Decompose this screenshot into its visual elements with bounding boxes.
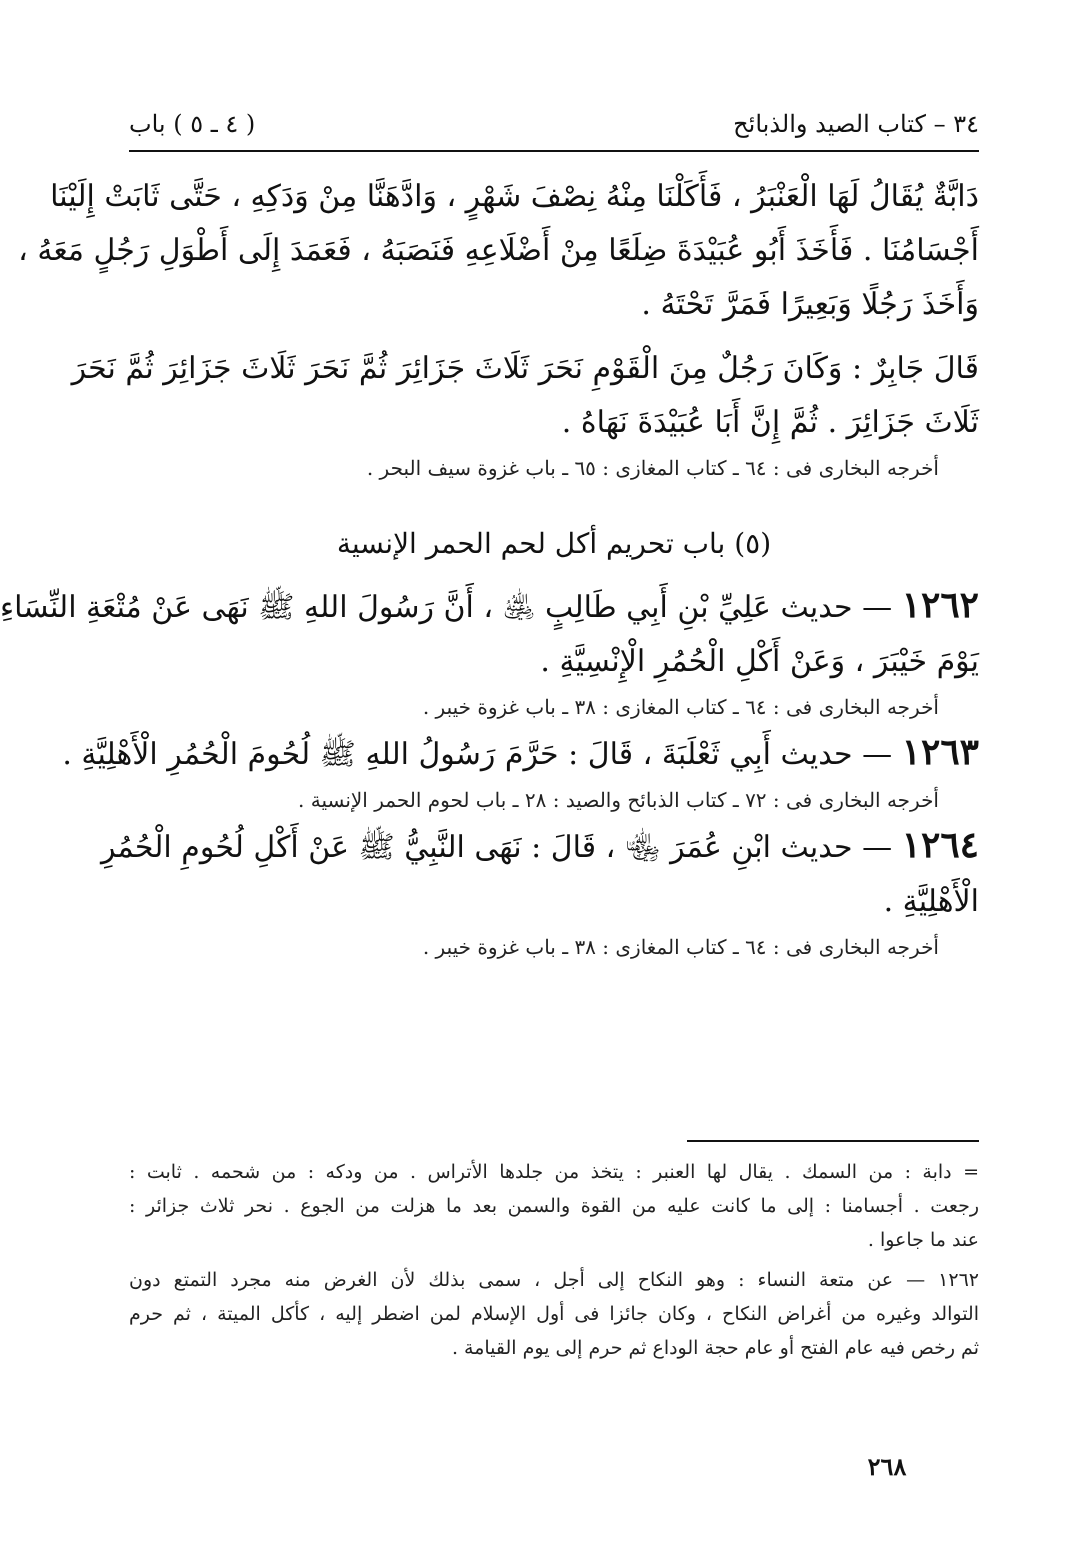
text-line: ١٢٦٤ — حديث ابْنِ عُمَرَ ﵄ ، قَالَ : نَهَى النَّبِيُّ ﷺ عَنْ أَكْلِ لُحُومِ الْحُمُرِ: [100, 824, 979, 866]
text-line: ١٢٦٢ — حديث عَلِيِّ بْنِ أَبِي طَالِبٍ ﵁ ، أَنَّ رَسُولَ اللهِ ﷺ نَهَى عَنْ مُتْعَةِ النِّسَاءِ: [0, 584, 979, 626]
source-citation: أخرجه البخارى فى : ٦٤ ـ كتاب المغازى : ٣٨ ـ باب غزوة خيبر .: [422, 935, 939, 959]
hadith-number: ١٢٦٣: [901, 731, 979, 773]
text-line: الْأَهْلِيَّةِ .: [883, 884, 979, 919]
hadith-1263: [62, 725, 979, 818]
footnote-line: ثم رخص فيه عام الفتح أو عام حجة الوداع ثم حرم إلى يوم القيامة .: [451, 1337, 979, 1359]
text-line: ثَلَاثَ جَزَائِرَ . ثُمَّ إِنَّ أَبَا عُبَيْدَةَ نَهَاهُ .: [561, 405, 979, 440]
source-citation: أخرجه البخارى فى : ٦٤ ـ كتاب المغازى : ٦٥ ـ باب غزوة سيف البحر .: [366, 456, 939, 480]
footnotes: [129, 1155, 979, 1365]
running-header: [129, 100, 979, 148]
page-heading: ٣٤ – كتاب الصيد والذبائح: [733, 110, 979, 138]
hadith-number: ١٢٦٢: [901, 584, 979, 626]
text-line: أَجْسَامُنَا . فَأَخَذَ أَبُو عُبَيْدَةَ ضِلَعًا مِنْ أَضْلَاعِهِ فَنَصَبَهُ ، فَعَمَدَ إِلَى أَطْوَلِ رَجُلٍ مَعَهُ ،: [18, 233, 979, 268]
hadith-1264: [100, 818, 979, 965]
hadith-number: ١٢٦٤: [901, 824, 979, 866]
section-reference: ( ٤ ـ ٥ ) باب: [129, 110, 256, 138]
footnote-line: التوالد وغيره من أغراض النكاح ، وكان جائزا فى أول الإسلام لمن اضطر إليه ، كأكل الميتة ، ثم حرم: [129, 1303, 979, 1325]
text-line: يَوْمَ خَيْبَرَ ، وَعَنْ أَكْلِ الْحُمُرِ الْإِنْسِيَّةِ .: [540, 644, 979, 679]
page-number: ٢٦٨: [867, 1452, 907, 1481]
source-citation: أخرجه البخارى فى : ٦٤ ـ كتاب المغازى : ٣٨ ـ باب غزوة خيبر .: [422, 695, 939, 719]
source-citation: أخرجه البخارى فى : ٧٢ ـ كتاب الذبائح والصيد : ٢٨ ـ باب لحوم الحمر الإنسية .: [298, 788, 939, 812]
footnote-line: عند ما جاعوا .: [867, 1229, 979, 1251]
text-line: قَالَ جَابِرٌ : وَكَانَ رَجُلٌ مِنَ الْقَوْمِ نَحَرَ ثَلَاثَ جَزَائِرَ ثُمَّ نَحَرَ ثَلَاثَ جَزَائِرَ ثُمَّ نَحَرَ: [71, 351, 979, 386]
footnote-rule: [687, 1140, 979, 1142]
footnote-line: = دابة : من السمك . يقال لها العنبر : يتخذ من جلدها الأتراس . من ودكه : من شحمه . ثابت :: [129, 1161, 979, 1183]
main-text: [0, 170, 979, 965]
text-line: ١٢٦٣ — حديث أَبِي ثَعْلَبَةَ ، قَالَ : حَرَّمَ رَسُولُ اللهِ ﷺ لُحُومَ الْحُمُرِ الْأَهْلِيَّةِ .: [62, 731, 979, 773]
text-line: دَابَّةٌ يُقَالُ لَهَا الْعَنْبَرُ ، فَأَكَلْنَا مِنْهُ نِصْفَ شَهْرٍ ، وَادَّهَنَّا مِنْ وَدَكِهِ ، حَتَّى ثَابَتْ إِلَيْنَا: [50, 179, 979, 214]
header-rule: [129, 150, 979, 152]
chapter-title: (٥) باب تحريم أكل لحم الحمر الإنسية: [336, 527, 772, 560]
footnote-line: رجعت . أجسامنا : إلى ما كانت عليه من القوة والسمن بعد ما هزلت من الجوع . نحر ثلاث جزائر :: [129, 1195, 979, 1217]
footnote-line: ١٢٦٢ — عن متعة النساء : وهو النكاح إلى أجل ، سمى بذلك لأن الغرض منه مجرد التمتع دون: [129, 1269, 979, 1291]
text-line: وَأَخَذَ رَجُلًا وَبَعِيرًا فَمَرَّ تَحْتَهُ .: [641, 287, 979, 322]
hadith-1262: [0, 578, 979, 725]
